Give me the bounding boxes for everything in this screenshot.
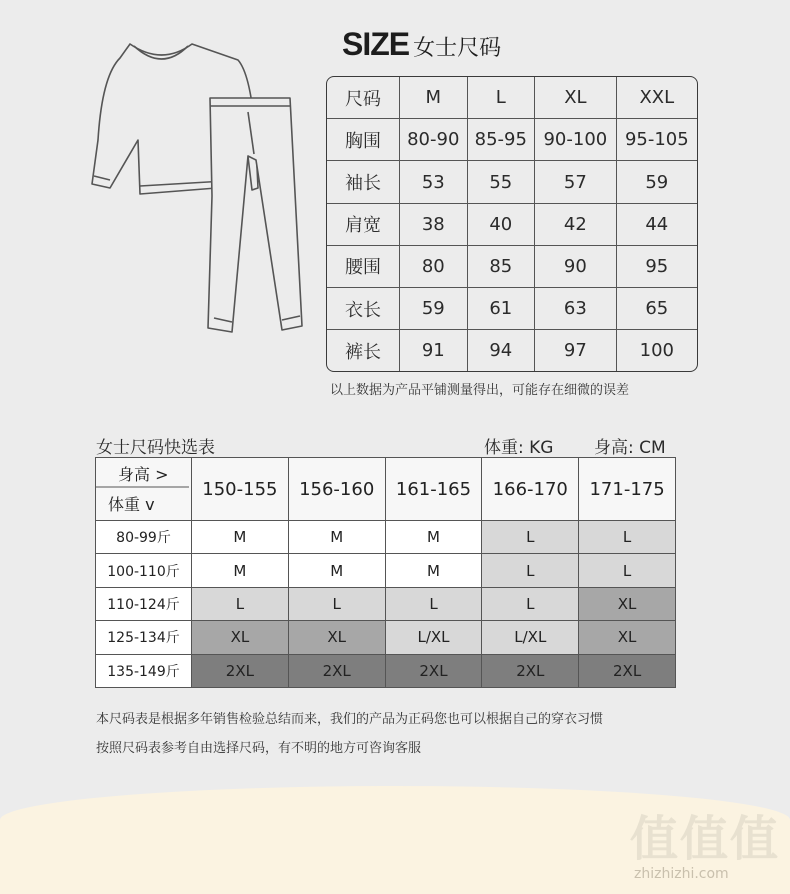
size-cell: L [482, 554, 579, 587]
table-cell: 57 [535, 161, 617, 203]
table-cell: 80 [400, 246, 468, 288]
size-cell: 2XL [192, 654, 289, 687]
table-cell: 53 [400, 161, 468, 203]
table-cell: 97 [535, 330, 617, 371]
table-cell: 90 [535, 246, 617, 288]
table-cell: 59 [400, 288, 468, 330]
quick-chart-note-line2: 按照尺码表参考自由选择尺码，有不明的地方可咨询客服 [96, 741, 422, 756]
watermark-logo: 值值值 [630, 811, 781, 867]
size-cell: XL [192, 621, 289, 654]
size-cell: XL [288, 621, 385, 654]
table-cell: 91 [400, 330, 468, 371]
size-cell: L [192, 587, 289, 620]
row-label: 衣长 [327, 288, 400, 330]
quick-chart-title: 女士尺码快选表 [96, 438, 215, 458]
weight-label: 100-110斤 [96, 554, 192, 587]
size-cell: L [385, 587, 482, 620]
header-cell: XL [535, 77, 617, 119]
size-cell: M [288, 521, 385, 554]
row-label: 裤长 [327, 330, 400, 371]
weight-label: 110-124斤 [96, 587, 192, 620]
table-row [96, 554, 676, 587]
table-cell: 90-100 [535, 119, 617, 161]
table-row [96, 521, 676, 554]
corner-cell [96, 458, 192, 521]
size-cell: L [482, 521, 579, 554]
table-cell: 65 [617, 288, 697, 330]
table-cell: 61 [468, 288, 536, 330]
size-cell: XL [579, 587, 676, 620]
height-header-cell: 171-175 [579, 458, 676, 521]
row-label: 胸围 [327, 119, 400, 161]
row-label: 腰围 [327, 246, 400, 288]
table-row [96, 587, 676, 620]
height-header-cell: 156-160 [288, 458, 385, 521]
size-cell: L [288, 587, 385, 620]
table-row [327, 119, 697, 161]
table-header-row [327, 77, 697, 119]
table-cell: 38 [400, 204, 468, 246]
size-title-zh: 女士尺码 [413, 36, 502, 61]
table-cell: 44 [617, 204, 697, 246]
quick-chart-note-line1: 本尺码表是根据多年销售检验总结而来，我们的产品为正码您也可以根据自己的穿衣习惯 [96, 712, 604, 727]
size-cell: L [579, 554, 676, 587]
watermark-url: zhizhizhi.com [634, 866, 729, 882]
size-measurement-table [326, 76, 698, 372]
height-header-row [96, 458, 676, 521]
table-cell: 42 [535, 204, 617, 246]
size-cell: M [385, 521, 482, 554]
table-cell: 85 [468, 246, 536, 288]
table-cell: 63 [535, 288, 617, 330]
size-cell: M [385, 554, 482, 587]
height-unit-label: 身高: CM [594, 438, 666, 458]
table-cell: 85-95 [468, 119, 536, 161]
size-cell: M [288, 554, 385, 587]
size-chart-title [342, 26, 501, 63]
size-cell: L [579, 521, 676, 554]
table-cell: 80-90 [400, 119, 468, 161]
table-row [96, 654, 676, 687]
table-row [327, 204, 697, 246]
table-cell: 59 [617, 161, 697, 203]
weight-label: 125-134斤 [96, 621, 192, 654]
header-cell: XXL [617, 77, 697, 119]
size-title-en: SIZE [342, 26, 410, 62]
corner-weight-label: 体重 v [108, 495, 155, 514]
table-row [327, 330, 697, 371]
weight-unit-label: 体重: KG [484, 438, 554, 458]
weight-label: 135-149斤 [96, 654, 192, 687]
size-cell: 2XL [579, 654, 676, 687]
garment-illustration [80, 36, 320, 346]
size-cell: M [192, 554, 289, 587]
table-cell: 95 [617, 246, 697, 288]
size-cell: 2XL [385, 654, 482, 687]
table-cell: 40 [468, 204, 536, 246]
height-header-cell: 161-165 [385, 458, 482, 521]
table-cell: 95-105 [617, 119, 697, 161]
table-row [327, 161, 697, 203]
table-row [96, 621, 676, 654]
weight-label: 80-99斤 [96, 521, 192, 554]
row-label: 肩宽 [327, 204, 400, 246]
size-cell: L/XL [385, 621, 482, 654]
corner-height-label: 身高 > [118, 465, 169, 484]
header-cell: L [468, 77, 536, 119]
quick-select-table [95, 457, 676, 688]
table-row [327, 246, 697, 288]
table-cell: 100 [639, 340, 674, 362]
size-cell: 2XL [288, 654, 385, 687]
height-header-cell: 166-170 [482, 458, 579, 521]
watermark [626, 800, 786, 890]
measurement-note: 以上数据为产品平铺测量得出，可能存在细微的误差 [330, 383, 630, 398]
height-header-cell: 150-155 [192, 458, 289, 521]
header-cell: 尺码 [327, 77, 400, 119]
table-row [327, 288, 697, 330]
size-cell: XL [579, 621, 676, 654]
size-cell: L [482, 587, 579, 620]
table-cell: 55 [468, 161, 536, 203]
size-cell: M [192, 521, 289, 554]
size-cell: L/XL [482, 621, 579, 654]
row-label: 袖长 [327, 161, 400, 203]
table-cell: 94 [468, 330, 536, 371]
size-cell: 2XL [482, 654, 579, 687]
header-cell: M [400, 77, 468, 119]
